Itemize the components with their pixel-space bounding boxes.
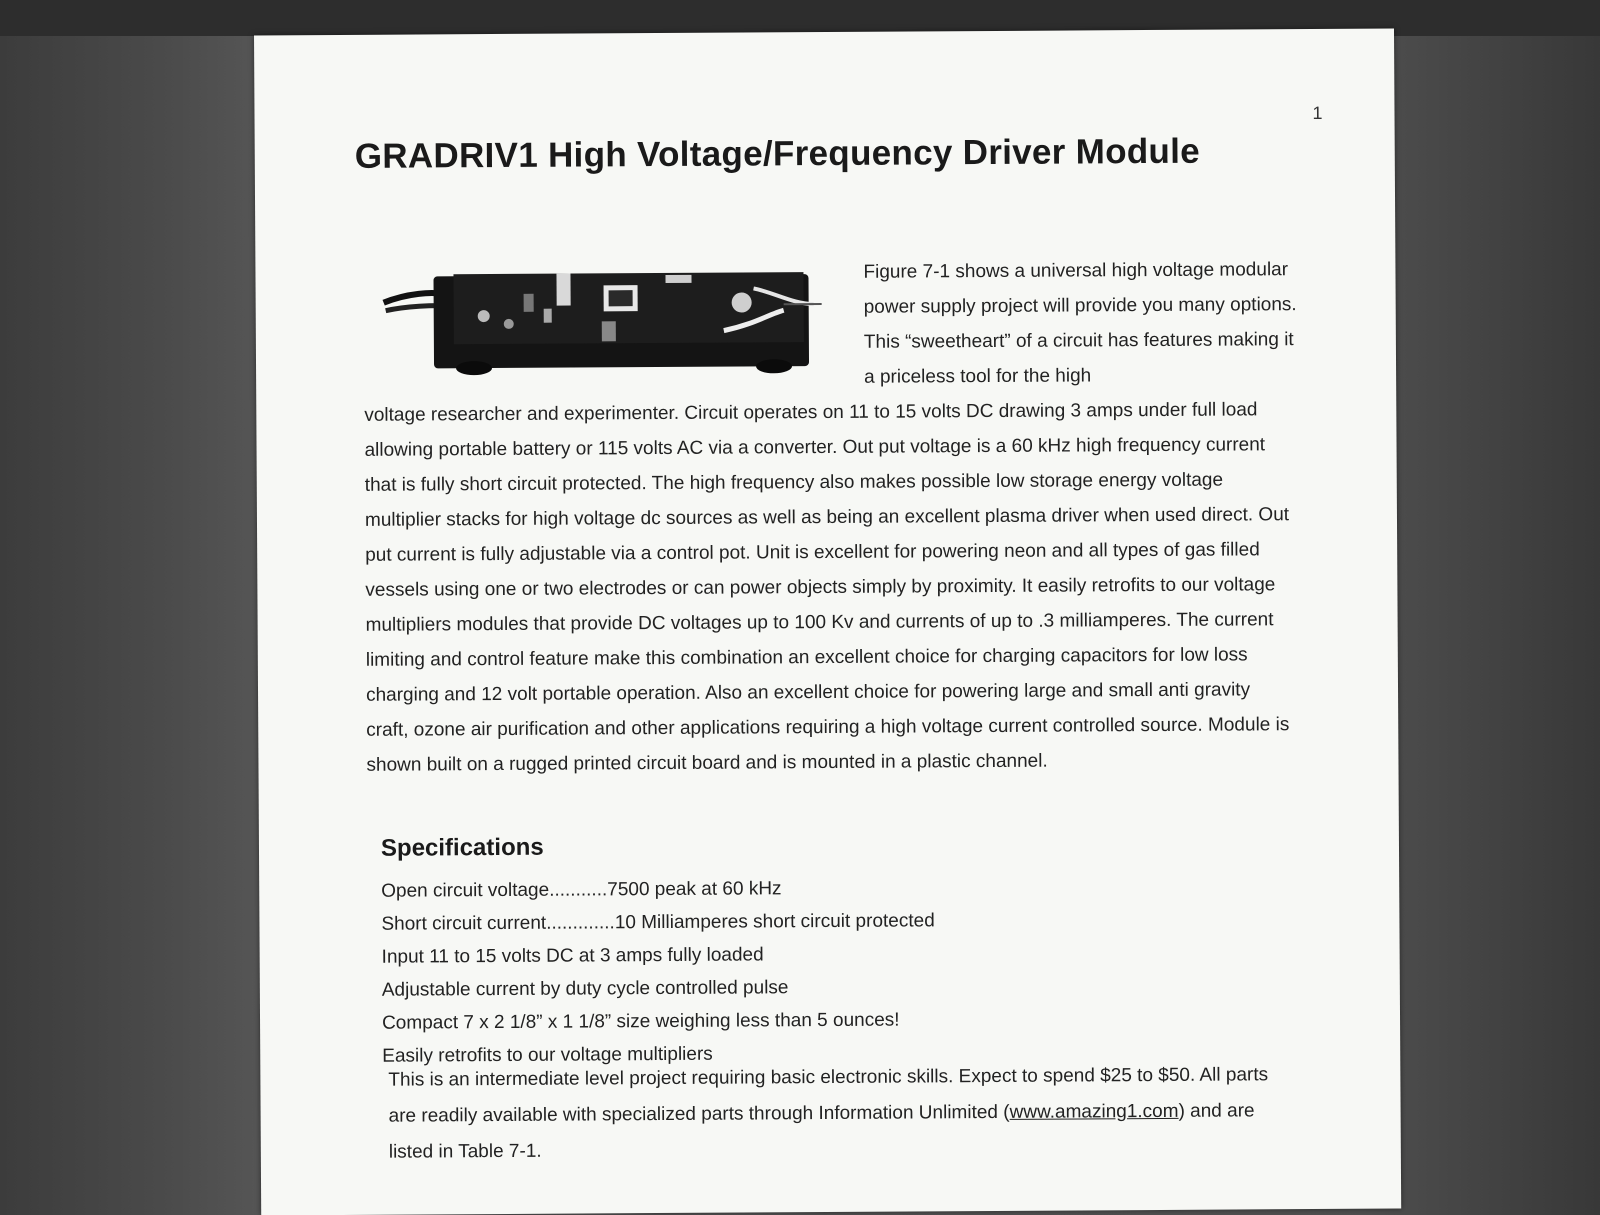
website-link[interactable]: www.amazing1.com (1009, 1100, 1179, 1123)
spec-item: Easily retrofits to our voltage multipliers (382, 1043, 713, 1067)
specifications-list (381, 869, 1302, 1073)
document-page (254, 29, 1401, 1215)
specifications-heading: Specifications (380, 833, 544, 862)
spec-item: Compact 7 x 2 1/8” x 1 1/8” size weighing less than 5 ounces! (381, 1009, 900, 1034)
circuit-board-photo (373, 232, 824, 385)
closing-text-end: ) and are listed in Table 7-1. (388, 1100, 1255, 1163)
spec-item: Adjustable current by duty cycle controlled pulse (381, 977, 789, 1001)
page-title: GRADRIV1 High Voltage/Frequency Driver Module (354, 131, 1201, 176)
spec-item: Open circuit voltage...........7500 peak at 60 kHz (381, 878, 782, 902)
page-number: 1 (1312, 102, 1323, 124)
spec-item: Input 11 to 15 volts DC at 3 amps fully loaded (381, 944, 764, 968)
closing-text-start: This is an intermediate level project requiring basic electronic skills. Expect to spend $25 to $50. All parts are readily available with specialized parts through Information Unlimited ( (388, 1064, 1269, 1127)
intro-paragraph: Figure 7-1 shows a universal high voltage modular power supply project will provide you many options. This “sweetheart” of a circuit has features making it a priceless tool for the high (863, 259, 1297, 388)
description-paragraph: voltage researcher and experimenter. Circuit operates on 11 to 15 volts DC drawing 3 amps under full load allowing portable battery or 115 volts AC via a converter. Out put voltage is a 60 kHz high frequency current that is fully short circuit protected. The high frequency also makes possible low storage energy voltage multiplier stacks for high voltage dc sources as well as being an excellent plasma driver when used direct. Out put current is fully adjustable via a control pot. Unit is excellent for powering neon and all types of gas filled vessels using one or two electrodes or can power objects simply by proximity. It easily retrofits to our voltage multipliers modules that provide DC voltages up to 100 Kv and currents of up to .3 milliamperes. The current limiting and control feature make this combination an excellent choice for charging capacitors for low loss charging and 12 volt portable operation. Also an excellent choice for powering large and small anti gravity craft, ozone air purification and other applications requiring a high voltage current controlled source. Module is shown built on a rugged printed circuit board and is mounted in a plastic channel. (364, 399, 1290, 776)
closing-paragraph (388, 1057, 1289, 1170)
spec-item: Short circuit current.............10 Milliamperes short circuit protected (381, 910, 935, 935)
